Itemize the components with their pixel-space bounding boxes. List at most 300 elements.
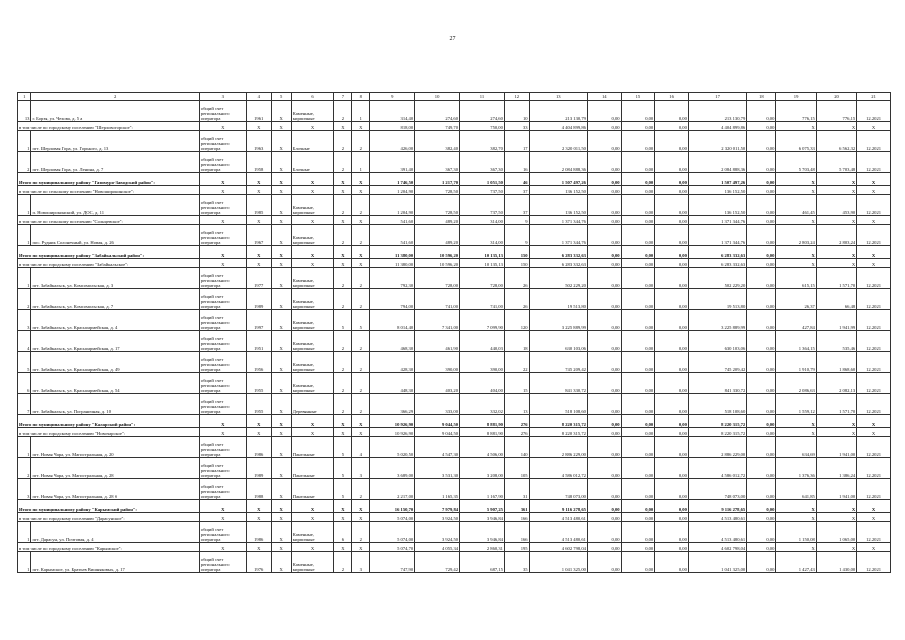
table-cell: 1 165,35	[415, 479, 460, 500]
table-cell: 4 055,34	[415, 543, 460, 552]
table-cell: 0,00	[587, 513, 621, 522]
table-cell: 16	[504, 152, 529, 173]
table-cell: 8 014,40	[370, 310, 415, 331]
table-cell: 1 507 497,26	[688, 173, 746, 186]
table-cell: 0,00	[747, 513, 776, 522]
table-cell: X	[291, 173, 334, 186]
table-cell: 333,00	[415, 394, 460, 415]
table-cell: X	[246, 186, 271, 195]
table-cell: 461,90	[415, 331, 460, 352]
building-row	[18, 289, 891, 310]
table-cell: пгт. Забайкальск, ул. Красноармейская, д. 49	[31, 352, 199, 373]
table-cell: 0,00	[621, 415, 655, 428]
table-cell: общий счет регионального оператора	[199, 331, 246, 352]
table-cell: 0,00	[587, 246, 621, 259]
table-cell: пгт. Шерловая Гора, ул. Горького, д. 13	[31, 131, 199, 152]
table-cell: 0,00	[621, 373, 655, 394]
table-cell: 440,03	[460, 331, 505, 352]
table-cell: X	[816, 500, 856, 513]
table-cell: X	[352, 543, 370, 552]
table-cell: Каменные, кирпичные	[291, 331, 334, 352]
table-cell: 4	[352, 437, 370, 458]
table-cell: X	[352, 513, 370, 522]
table-cell: 1 941,99	[816, 310, 856, 331]
table-cell: 4 513 480,61	[529, 522, 587, 543]
table-cell: X	[271, 195, 291, 216]
table-cell: 1 041 325,00	[529, 552, 587, 573]
settlement-subtotal-row	[18, 216, 891, 225]
table-cell: 12.2021	[857, 522, 891, 543]
table-cell: X	[271, 268, 291, 289]
table-cell: X	[291, 186, 334, 195]
table-cell: 1 204,90	[370, 186, 415, 195]
table-cell: X	[334, 428, 352, 437]
table-cell: 0,00	[655, 310, 689, 331]
table-cell: общий счет регионального оператора	[199, 268, 246, 289]
column-number-cell: 11	[460, 93, 505, 101]
table-cell: X	[271, 173, 291, 186]
table-cell: 10 135,13	[460, 246, 505, 259]
building-row	[18, 394, 891, 415]
table-cell: пгт. Новая Чара, ул. Магистральная, д. 28	[31, 458, 199, 479]
column-number-row	[18, 93, 891, 101]
table-cell: 0,00	[655, 195, 689, 216]
table-cell: 1967	[246, 225, 271, 246]
table-cell: 1	[18, 195, 31, 216]
table-cell: X	[816, 122, 856, 131]
page-number: 27	[449, 36, 456, 42]
table-cell: X	[199, 246, 246, 259]
column-number-cell: 6	[291, 93, 334, 101]
table-cell: 0,00	[747, 479, 776, 500]
table-cell: 274,60	[415, 101, 460, 122]
column-number-cell: 5	[271, 93, 291, 101]
column-number-cell: 12	[504, 93, 529, 101]
table-cell: X	[271, 543, 291, 552]
table-cell: 8 220 315,72	[529, 415, 587, 428]
table-cell: X	[271, 500, 291, 513]
table-cell: 489,20	[415, 216, 460, 225]
column-number-cell: 20	[816, 93, 856, 101]
table-cell: 0,00	[747, 122, 776, 131]
table-cell: 630 103,06	[529, 331, 587, 352]
table-cell: 0,00	[587, 216, 621, 225]
table-cell: X	[334, 259, 352, 268]
table-cell: 2	[334, 289, 352, 310]
table-cell: X	[776, 513, 816, 522]
table-cell: X	[352, 122, 370, 131]
column-number-cell: 3	[199, 93, 246, 101]
table-cell: 26	[504, 289, 529, 310]
table-cell: 2	[352, 522, 370, 543]
table-cell: 46	[504, 173, 529, 186]
table-cell: 2	[334, 373, 352, 394]
table-cell: X	[271, 186, 291, 195]
settlement-subtotal-row	[18, 186, 891, 195]
table-cell: X	[334, 122, 352, 131]
table-cell: 1	[18, 225, 31, 246]
table-cell: 0,00	[621, 268, 655, 289]
table-cell: X	[271, 152, 291, 173]
table-cell: 0,00	[655, 122, 689, 131]
table-cell: 19 513,80	[529, 289, 587, 310]
table-cell: 776,15	[816, 101, 856, 122]
table-cell: X	[352, 246, 370, 259]
table-cell: 0,00	[655, 352, 689, 373]
table-cell: 0,00	[655, 131, 689, 152]
table-cell: 1 746,50	[370, 173, 415, 186]
table-cell: X	[857, 259, 891, 268]
table-cell: 66,48	[816, 289, 856, 310]
column-number-cell: 17	[688, 93, 746, 101]
table-cell: 1 371 344,76	[688, 225, 746, 246]
table-cell: 120	[504, 310, 529, 331]
table-cell: 13	[18, 101, 31, 122]
table-cell: 0,00	[747, 310, 776, 331]
table-cell: X	[271, 122, 291, 131]
table-cell: 5 074,70	[370, 543, 415, 552]
table-cell: 2	[352, 479, 370, 500]
row-label: Итого по муниципальному району "Каларский район":	[18, 415, 200, 428]
table-cell: 1 150,08	[776, 522, 816, 543]
table-cell: 0,00	[655, 173, 689, 186]
table-cell: X	[199, 513, 246, 522]
table-cell: 1976	[246, 552, 271, 573]
table-cell: 4 404 899,86	[529, 122, 587, 131]
table-cell: 0,00	[621, 352, 655, 373]
table-cell: 382,40	[415, 131, 460, 152]
table-cell: 2	[334, 195, 352, 216]
table-cell: X	[352, 415, 370, 428]
table-cell: 0,00	[587, 415, 621, 428]
table-cell: 489,20	[415, 225, 460, 246]
building-row	[18, 373, 891, 394]
table-cell: 0,00	[655, 216, 689, 225]
table-cell: 4 586 012,72	[688, 458, 746, 479]
building-row	[18, 225, 891, 246]
table-cell: 0,00	[621, 195, 655, 216]
table-cell: 8 881,90	[460, 428, 505, 437]
table-cell: X	[271, 131, 291, 152]
column-number-cell: 8	[352, 93, 370, 101]
table-cell: 841 330,72	[688, 373, 746, 394]
table-cell: 0,00	[621, 225, 655, 246]
table-cell: 35	[504, 552, 529, 573]
table-cell: 0,00	[655, 513, 689, 522]
table-cell: X	[271, 458, 291, 479]
table-cell: Блочные	[291, 152, 334, 173]
table-cell: Каменные, кирпичные	[291, 352, 334, 373]
table-cell: Каменные, кирпичные	[291, 195, 334, 216]
table-cell: 12.2021	[857, 552, 891, 573]
table-cell: 10 926,90	[370, 415, 415, 428]
table-cell: 745 209,42	[688, 352, 746, 373]
row-label: в том числе по городскому поселению "Новочарское":	[18, 428, 200, 437]
building-row	[18, 331, 891, 352]
table-cell: 1 051,50	[460, 173, 505, 186]
table-cell: 0,00	[621, 331, 655, 352]
table-cell: 1977	[246, 268, 271, 289]
table-cell: 1 427,43	[776, 552, 816, 573]
table-cell: 747,90	[370, 552, 415, 573]
table-cell: 0,00	[655, 522, 689, 543]
table-cell: 8 881,90	[460, 415, 505, 428]
table-cell: 12.2021	[857, 268, 891, 289]
table-cell: общий счет регионального оператора	[199, 458, 246, 479]
table-cell: 5	[352, 310, 370, 331]
table-cell: 518 108,60	[688, 394, 746, 415]
table-cell: 12.2021	[857, 195, 891, 216]
table-cell: 16 150,70	[370, 500, 415, 513]
table-cell: 31	[504, 479, 529, 500]
table-cell: 2 082,13	[816, 373, 856, 394]
table-cell: X	[352, 500, 370, 513]
table-cell: 1	[18, 437, 31, 458]
settlement-subtotal-row	[18, 122, 891, 131]
table-cell: X	[776, 428, 816, 437]
table-cell: общий счет регионального оператора	[199, 152, 246, 173]
table-cell: 1958	[246, 152, 271, 173]
table-cell: 0,00	[747, 373, 776, 394]
table-cell: 741,00	[460, 289, 505, 310]
table-cell: X	[271, 225, 291, 246]
table-cell: X	[199, 186, 246, 195]
table-cell: 0,00	[655, 437, 689, 458]
table-cell: X	[857, 428, 891, 437]
table-cell: 314,00	[460, 225, 505, 246]
table-cell: 9 044,50	[415, 428, 460, 437]
table-cell: 728,50	[415, 195, 460, 216]
district-total-row	[18, 246, 891, 259]
table-cell: 0,00	[747, 522, 776, 543]
table-cell: 7	[18, 394, 31, 415]
table-cell: 4 602 798,04	[688, 543, 746, 552]
table-cell: 274,60	[460, 101, 505, 122]
table-cell: X	[816, 428, 856, 437]
column-number-cell: 15	[621, 93, 655, 101]
table-cell: 1	[352, 101, 370, 122]
table-cell: X	[291, 500, 334, 513]
table-cell: X	[816, 415, 856, 428]
column-number-cell: 21	[857, 93, 891, 101]
table-cell: 0,00	[587, 152, 621, 173]
table-cell: 404,00	[460, 373, 505, 394]
table-cell: 0,00	[587, 268, 621, 289]
table-cell: X	[776, 543, 816, 552]
table-cell: 2	[334, 101, 352, 122]
building-row	[18, 458, 891, 479]
table-cell: 0,00	[655, 331, 689, 352]
table-cell: Каменные, кирпичные	[291, 373, 334, 394]
table-cell: 448,30	[370, 373, 415, 394]
table-cell: 276	[504, 428, 529, 437]
table-cell: 12.2021	[857, 352, 891, 373]
table-cell: 4 506,00	[460, 437, 505, 458]
table-cell: 5 020,50	[370, 437, 415, 458]
table-cell: 3	[352, 458, 370, 479]
table-cell: 0,00	[655, 458, 689, 479]
table-cell: Каменные, кирпичные	[291, 289, 334, 310]
table-cell: 0,00	[655, 500, 689, 513]
table-cell: 6 283 332,63	[688, 246, 746, 259]
column-number-cell: 2	[31, 93, 199, 101]
table-cell: 2	[352, 352, 370, 373]
table-cell: 150	[504, 259, 529, 268]
table-cell: 10 926,90	[370, 428, 415, 437]
table-cell: 7 979,84	[415, 500, 460, 513]
table-cell: X	[246, 173, 271, 186]
building-row	[18, 152, 891, 173]
table-cell: 461,45	[776, 195, 816, 216]
table-cell: 0,00	[747, 428, 776, 437]
table-cell: X	[271, 216, 291, 225]
table-cell: X	[199, 415, 246, 428]
table-cell: 5 703,48	[816, 152, 856, 173]
table-cell: X	[271, 259, 291, 268]
table-cell: 0,00	[587, 458, 621, 479]
table-cell: 3 225 889,99	[529, 310, 587, 331]
table-cell: X	[199, 122, 246, 131]
table-cell: 0,00	[587, 195, 621, 216]
table-cell: 1	[18, 268, 31, 289]
table-cell: X	[271, 428, 291, 437]
table-cell: 1955	[246, 394, 271, 415]
table-cell: X	[857, 186, 891, 195]
table-cell: 2	[352, 331, 370, 352]
table-cell: 1 910,79	[776, 352, 816, 373]
table-cell: 12.2021	[857, 479, 891, 500]
table-cell: 0,00	[587, 225, 621, 246]
table-cell: 5	[334, 458, 352, 479]
table-cell: 1 167,90	[460, 479, 505, 500]
table-cell: 1	[18, 131, 31, 152]
table-cell: 4 513 480,61	[688, 522, 746, 543]
table-cell: 13	[504, 394, 529, 415]
table-cell: 2	[18, 458, 31, 479]
table-cell: X	[199, 216, 246, 225]
table-cell: 6 075,33	[776, 131, 816, 152]
table-cell: общий счет регионального оператора	[199, 352, 246, 373]
table-cell: X	[199, 500, 246, 513]
table-cell: 8 220 315,72	[529, 428, 587, 437]
table-cell: 1 065,00	[816, 522, 856, 543]
table-cell: X	[857, 173, 891, 186]
table-cell: 0,00	[587, 289, 621, 310]
table-cell: 6	[18, 373, 31, 394]
table-cell: X	[816, 543, 856, 552]
table-cell: Каменные, кирпичные	[291, 101, 334, 122]
table-cell: 5 703,48	[776, 152, 816, 173]
table-cell: 18	[504, 331, 529, 352]
table-cell: 4 586 012,72	[529, 458, 587, 479]
table-cell: 1 941,00	[816, 437, 856, 458]
table-cell: 7 099,90	[460, 310, 505, 331]
table-cell: 468,30	[370, 331, 415, 352]
table-cell: 0,00	[621, 122, 655, 131]
table-cell: 1 507 497,26	[529, 173, 587, 186]
table-cell: 1 571,70	[816, 394, 856, 415]
table-cell: 0,00	[655, 373, 689, 394]
district-total-row	[18, 173, 891, 186]
column-number-cell: 1	[18, 93, 31, 101]
table-cell: 728,00	[460, 268, 505, 289]
table-cell: Каменные, кирпичные	[291, 268, 334, 289]
table-cell: X	[291, 513, 334, 522]
table-cell: 11 380,00	[370, 259, 415, 268]
table-cell: X	[199, 428, 246, 437]
table-cell: 634,69	[776, 437, 816, 458]
table-cell: 0,00	[747, 352, 776, 373]
column-number-cell: 7	[334, 93, 352, 101]
table-cell: X	[857, 513, 891, 522]
table-cell: 1986	[246, 437, 271, 458]
table-cell: 1989	[246, 458, 271, 479]
table-cell: 2	[334, 394, 352, 415]
table-cell: Каменные, кирпичные	[291, 552, 334, 573]
table-cell: 0,00	[621, 216, 655, 225]
table-cell: 332,02	[460, 394, 505, 415]
table-cell: 0,00	[621, 259, 655, 268]
table-cell: 1 371 344,76	[529, 225, 587, 246]
table-cell: 2 320 011,50	[688, 131, 746, 152]
table-cell: X	[334, 500, 352, 513]
table-cell: 0,00	[747, 216, 776, 225]
table-cell: 0,00	[587, 479, 621, 500]
table-cell: 1988	[246, 479, 271, 500]
table-cell: X	[291, 259, 334, 268]
table-cell: 535,46	[816, 331, 856, 352]
table-cell: 0,00	[621, 513, 655, 522]
table-cell: X	[857, 122, 891, 131]
building-row	[18, 310, 891, 331]
table-cell: 12.2021	[857, 437, 891, 458]
table-cell: X	[271, 352, 291, 373]
table-cell: X	[352, 428, 370, 437]
table-cell: общий счет регионального оператора	[199, 195, 246, 216]
table-cell: 3 924,50	[415, 522, 460, 543]
table-cell: 3	[18, 310, 31, 331]
table-cell: общий счет регионального оператора	[199, 394, 246, 415]
table-cell: 0,00	[655, 225, 689, 246]
table-cell: 0,00	[621, 173, 655, 186]
table-cell: пгт. Забайкальск, ул. Красноармейская, д. 54	[31, 373, 199, 394]
table-cell: 0,00	[621, 428, 655, 437]
building-row	[18, 352, 891, 373]
table-cell: 0,00	[587, 394, 621, 415]
table-cell: X	[857, 216, 891, 225]
table-cell: 1 430,00	[816, 552, 856, 573]
building-row	[18, 195, 891, 216]
table-cell: X	[334, 543, 352, 552]
table-cell: 0,00	[621, 500, 655, 513]
table-cell: 2	[334, 331, 352, 352]
table-cell: 2 217,00	[370, 479, 415, 500]
table-cell: X	[816, 173, 856, 186]
table-cell: 5	[334, 479, 352, 500]
table-cell: X	[291, 415, 334, 428]
table-cell: X	[857, 246, 891, 259]
table-cell: X	[246, 122, 271, 131]
table-cell: 12.2021	[857, 289, 891, 310]
table-cell: 0,00	[621, 289, 655, 310]
table-cell: 0,00	[747, 173, 776, 186]
table-cell: X	[246, 246, 271, 259]
table-cell: 367,30	[460, 152, 505, 173]
table-cell: 630 103,06	[688, 331, 746, 352]
table-cell: 4 513 480,61	[529, 513, 587, 522]
table-cell: 0,00	[747, 500, 776, 513]
table-cell: X	[816, 513, 856, 522]
